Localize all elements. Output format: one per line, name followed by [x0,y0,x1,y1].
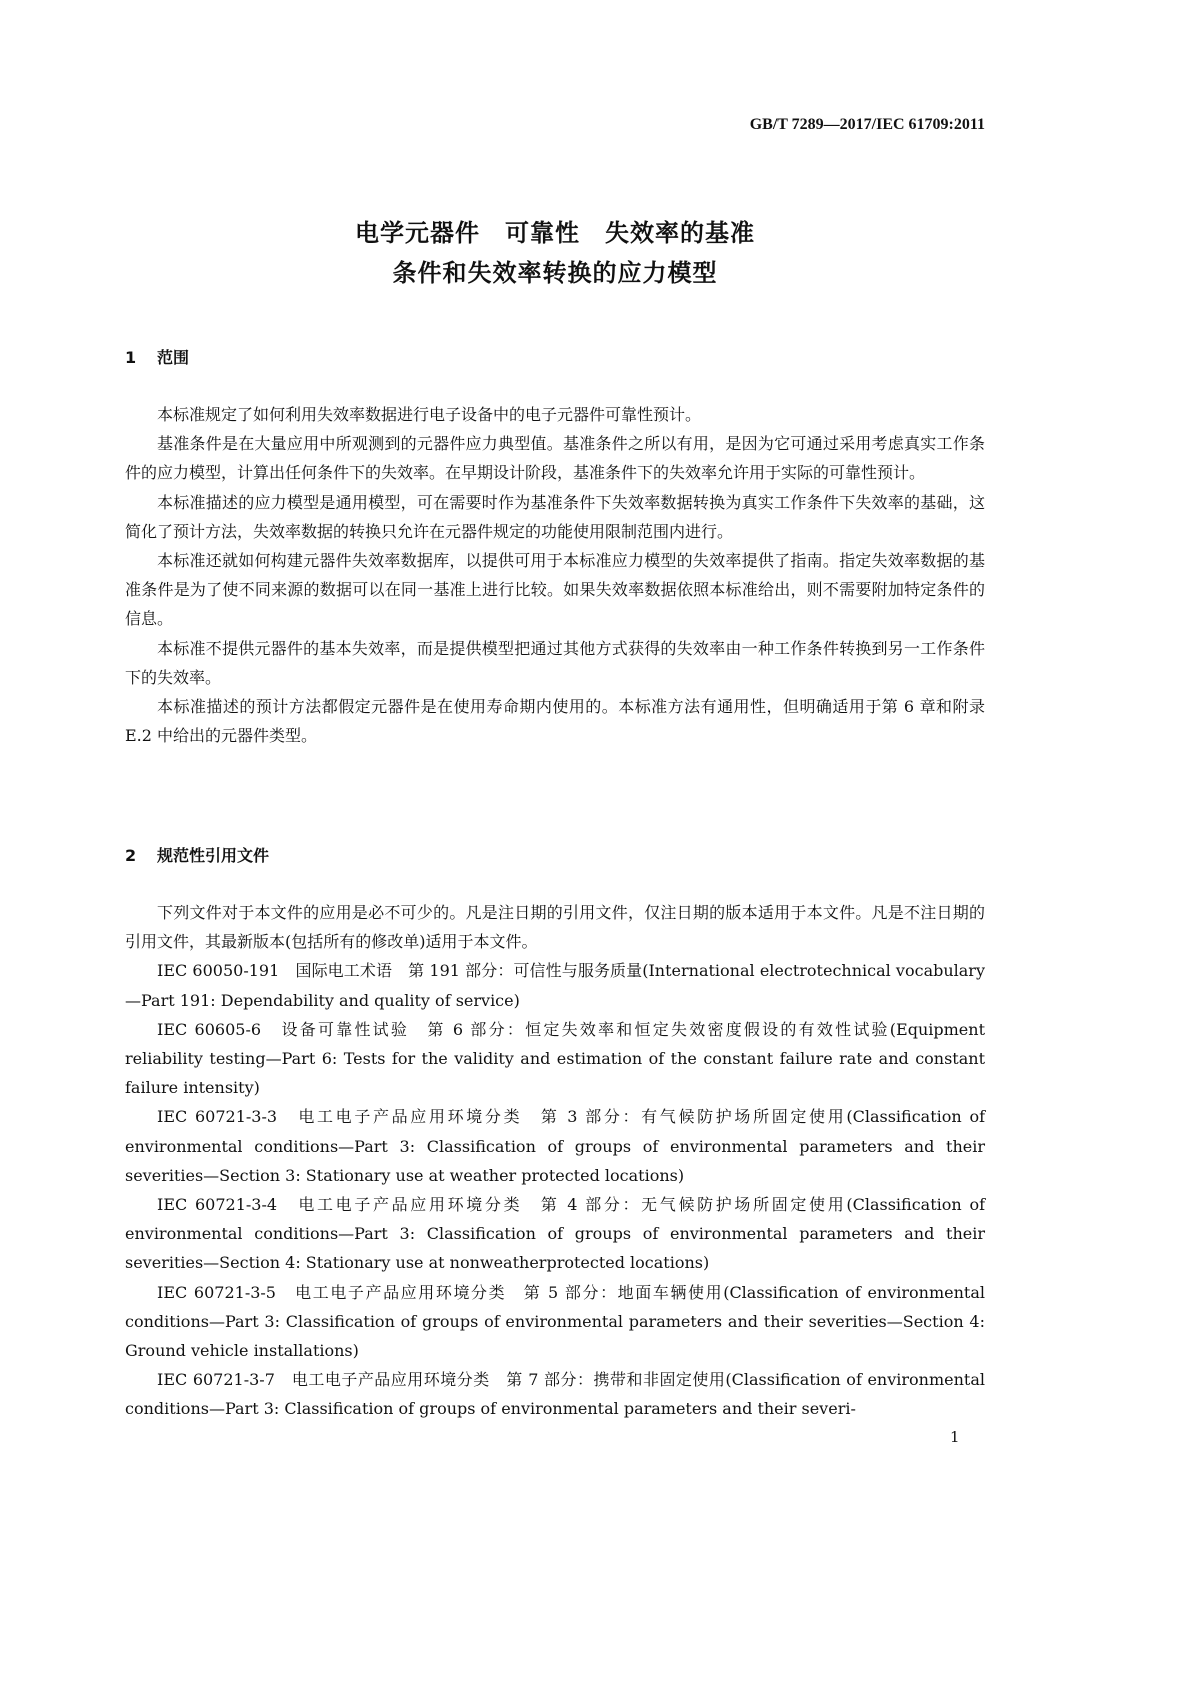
reference-item: IEC 60050-191 国际电工术语 第 191 部分：可信性与服务质量(International electrotechnical vocabulary—Part 191: Dependability and quality of service) [125,961,985,1010]
section-title: 范围 [157,348,190,367]
reference-item: IEC 60721-3-4 电工电子产品应用环境分类 第 4 部分：无气候防护场所固定使用(Classification of environmental conditions—Part 3: Classification of groups of environmental parameters and their severities—Section 4: Stationary use at nonweatherprotected locations) [125,1195,985,1273]
reference-item: IEC 60721-3-3 电工电子产品应用环境分类 第 3 部分：有气候防护场所固定使用(Classification of environmental conditions—Part 3: Classification of groups of environmental parameters and their severities—Section 3: Stationary use at weather protected locations) [125,1107,985,1185]
document-title-line-2: 条件和失效率转换的应力模型 [392,259,718,287]
section-heading-normative-references [125,843,269,866]
paragraph: 本标准描述的应力模型是通用模型，可在需要时作为基准条件下失效率数据转换为真实工作条件下失效率的基础，这简化了预计方法，失效率数据的转换只允许在元器件规定的功能使用限制范围内进行。 [125,492,985,541]
section-body-scope [125,400,985,750]
section-number: 1 [125,348,137,367]
paragraph: 本标准规定了如何利用失效率数据进行电子设备中的电子元器件可靠性预计。 [157,405,702,424]
reference-item: IEC 60605-6 设备可靠性试验 第 6 部分：恒定失效率和恒定失效密度假设的有效性试验(Equipment reliability testing—Part 6: Tests for the validity and estimation of the constant failure rate and constant failure intensity) [125,1019,985,1098]
document-title-line-1: 电学元器件 可靠性 失效率的基准 [355,219,755,247]
paragraph: 本标准描述的预计方法都假定元器件是在使用寿命期内使用的。本标准方法有通用性，但明确适用于第 6 章和附录 E.2 中给出的元器件类型。 [125,697,985,746]
section-body-normative-references [125,898,985,1424]
paragraph: 本标准不提供元器件的基本失效率，而是提供模型把通过其他方式获得的失效率由一种工作条件转换到另一工作条件下的失效率。 [125,638,985,687]
paragraph: 下列文件对于本文件的应用是必不可少的。凡是注日期的引用文件，仅注日期的版本适用于本文件。凡是不注日期的引用文件，其最新版本(包括所有的修改单)适用于本文件。 [125,903,985,952]
reference-item: IEC 60721-3-5 电工电子产品应用环境分类 第 5 部分：地面车辆使用(Classification of environmental conditions—Part 3: Classification of groups of environmental parameters and their severities—Section 4: Ground vehicle installations) [125,1282,985,1361]
section-number: 2 [125,846,137,865]
paragraph: 基准条件是在大量应用中所观测到的元器件应力典型值。基准条件之所以有用，是因为它可通过采用考虑真实工作条件的应力模型，计算出任何条件下的失效率。在早期设计阶段，基准条件下的失效率允许用于实际的可靠性预计。 [125,434,985,483]
page-number: 1 [950,1428,960,1446]
paragraph: 本标准还就如何构建元器件失效率数据库，以提供可用于本标准应力模型的失效率提供了指南。指定失效率数据的基准条件是为了使不同来源的数据可以在同一基准上进行比较。如果失效率数据依照本标准给出，则不需要附加特定条件的信息。 [125,551,985,629]
section-title: 规范性引用文件 [157,846,270,865]
reference-item: IEC 60721-3-7 电工电子产品应用环境分类 第 7 部分：携带和非固定使用(Classification of environmental conditions—Part 3: Classification of groups of environmental parameters and their severi- [125,1370,985,1419]
document-header: GB/T 7289—2017/IEC 61709:2011 [749,116,985,133]
section-heading-scope [125,345,189,368]
